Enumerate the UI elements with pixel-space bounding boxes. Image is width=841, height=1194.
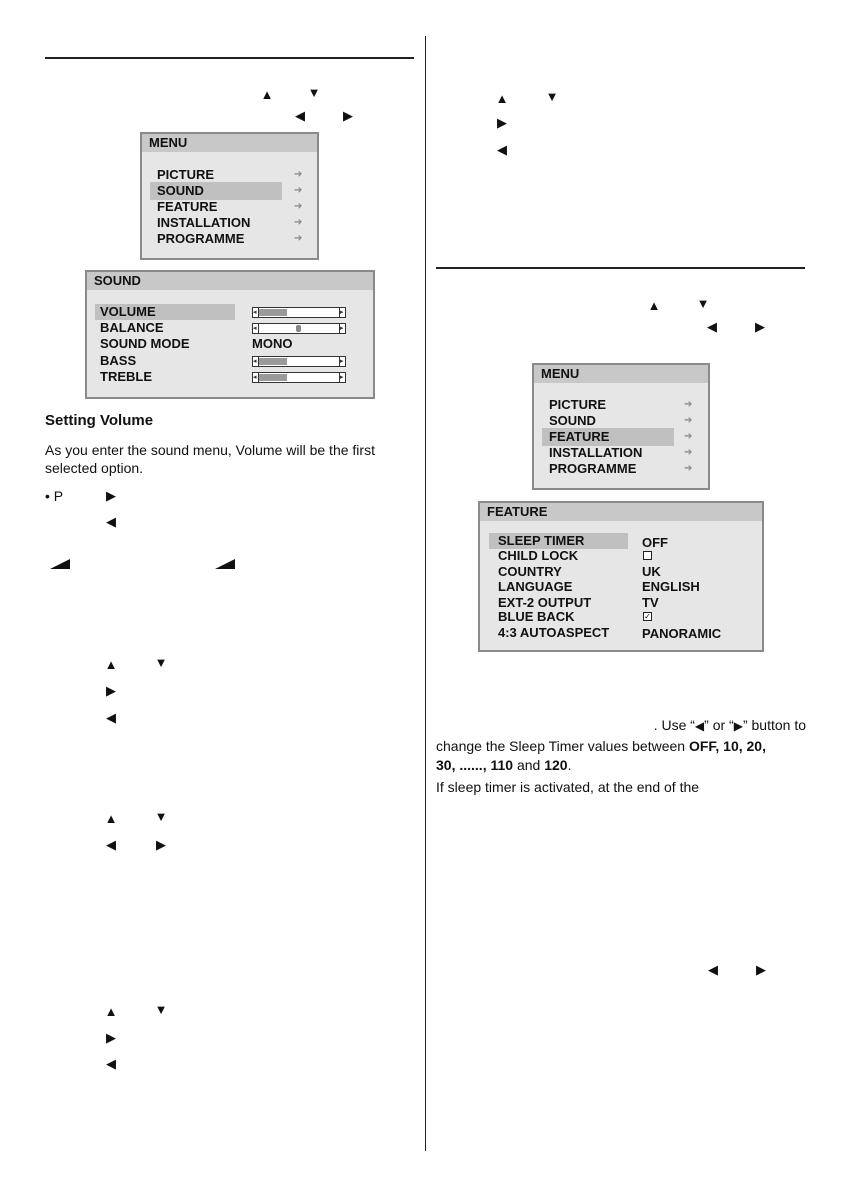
text-bold: 30, ......, 110 [436,757,514,773]
down-arrow-icon: ▼ [154,655,168,670]
right-arrow-icon: ▶ [106,1030,116,1045]
left-arrow-icon: ◀ [497,142,507,157]
sound-mode-value[interactable]: MONO [252,336,293,351]
left-arrow-icon: ◀ [295,108,305,123]
sound-item-treble[interactable]: TREBLE [100,369,152,384]
section-rule-left [45,57,414,59]
sound-item-bass[interactable]: BASS [100,353,137,368]
feature-item-country[interactable]: COUNTRY [498,564,562,579]
sleep-timer-line4: If sleep timer is activated, at the end of the [436,779,700,795]
text-bold: 120 [544,757,568,773]
menu-title: MENU [534,365,708,383]
sound-item-volume[interactable]: VOLUME [100,304,156,319]
chevron-right-icon: ➔ [684,463,693,474]
sound-item-balance[interactable]: BALANCE [100,320,164,335]
autoaspect-value[interactable]: PANORAMIC [642,626,722,641]
chevron-right-icon: ➔ [294,233,303,244]
menu-title: MENU [142,134,317,152]
chevron-right-icon: ➔ [294,217,303,228]
feature-item-autoaspect[interactable]: 4:3 AUTOASPECT [498,625,610,640]
text-fragment: ” or “ [704,717,734,733]
column-divider [425,36,426,1151]
feature-item-language[interactable]: LANGUAGE [498,579,573,594]
volume-slider[interactable]: ◂ ▸ [252,307,346,318]
left-arrow-icon: ◀ [106,514,116,529]
feature-item-child-lock[interactable]: CHILD LOCK [498,548,579,563]
right-arrow-icon: ▶ [756,962,766,977]
blue-back-checkbox[interactable]: ✓ [644,612,651,621]
sound-menu-panel [85,270,375,399]
left-arrow-icon: ◀ [707,319,717,334]
sleep-timer-value[interactable]: OFF [642,535,668,550]
feature-menu-panel [478,501,764,652]
text-fragment: . Use “ [653,717,695,733]
bullet-text: • P [45,488,64,504]
text-fragment: . [567,757,572,773]
right-arrow-icon: ▶ [106,488,116,503]
chevron-right-icon: ➔ [684,415,693,426]
volume-ramp-icon [50,559,70,569]
down-arrow-icon: ▼ [545,89,559,104]
setting-volume-paragraph: As you enter the sound menu, Volume will be the first selected option. [45,442,375,476]
up-arrow-icon: ▲ [260,87,274,102]
main-menu-panel-left [140,132,319,260]
chevron-right-icon: ➔ [684,431,693,442]
menu-item-sound[interactable]: SOUND [549,413,596,428]
chevron-right-icon: ➔ [294,201,303,212]
feature-item-sleep-timer[interactable]: SLEEP TIMER [498,533,585,548]
text-bold: OFF, 10, 20, [688,738,766,754]
right-arrow-icon: ▶ [755,319,765,334]
up-arrow-icon: ▲ [104,1004,118,1019]
chevron-right-icon: ➔ [684,447,693,458]
left-arrow-icon: ◀ [694,719,705,733]
text-fragment: change the Sleep Timer values between [436,738,689,754]
up-arrow-icon: ▲ [104,657,118,672]
right-arrow-icon: ▶ [343,108,353,123]
menu-item-programme[interactable]: PROGRAMME [157,231,245,246]
menu-item-feature[interactable]: FEATURE [549,429,610,444]
menu-item-sound[interactable]: SOUND [157,183,204,198]
right-arrow-icon: ▶ [497,115,507,130]
text-fragment: ” button to [742,717,806,733]
right-arrow-icon: ▶ [156,837,166,852]
child-lock-checkbox[interactable] [643,551,652,560]
volume-ramp-icon [215,559,235,569]
sleep-timer-line2 [436,737,811,755]
up-arrow-icon: ▲ [647,298,661,313]
main-menu-panel-right [532,363,710,490]
sleep-timer-line3 [436,756,571,774]
menu-item-installation[interactable]: INSTALLATION [157,215,251,230]
menu-item-picture[interactable]: PICTURE [157,167,215,182]
bass-slider[interactable]: ◂ ▸ [252,356,346,367]
menu-item-picture[interactable]: PICTURE [549,397,607,412]
right-arrow-icon: ▶ [733,719,743,733]
feature-menu-title: FEATURE [480,503,762,521]
menu-item-programme[interactable]: PROGRAMME [549,461,637,476]
right-arrow-icon: ▶ [106,683,116,698]
language-value[interactable]: ENGLISH [642,579,700,594]
down-arrow-icon: ▼ [696,296,710,311]
text-fragment: and [513,757,545,773]
down-arrow-icon: ▼ [154,809,168,824]
ext2-output-value[interactable]: TV [642,595,659,610]
chevron-right-icon: ➔ [294,169,303,180]
menu-item-feature[interactable]: FEATURE [157,199,218,214]
sound-menu-title: SOUND [87,272,373,290]
feature-item-blue-back[interactable]: BLUE BACK [498,609,575,624]
down-arrow-icon: ▼ [154,1002,168,1017]
section-rule-right [436,267,805,269]
chevron-right-icon: ➔ [684,399,693,410]
up-arrow-icon: ▲ [104,811,118,826]
feature-item-ext2-output[interactable]: EXT-2 OUTPUT [498,595,592,610]
country-value[interactable]: UK [642,564,661,579]
sleep-timer-line1 [436,716,806,735]
balance-slider[interactable]: ◂ ▸ [252,323,346,334]
menu-item-installation[interactable]: INSTALLATION [549,445,643,460]
left-arrow-icon: ◀ [708,962,718,977]
setting-volume-heading: Setting Volume [45,412,154,429]
left-arrow-icon: ◀ [106,1056,116,1071]
left-arrow-icon: ◀ [106,710,116,725]
left-arrow-icon: ◀ [106,837,116,852]
down-arrow-icon: ▼ [307,85,321,100]
sound-item-sound-mode[interactable]: SOUND MODE [100,336,190,351]
chevron-right-icon: ➔ [294,185,303,196]
treble-slider[interactable]: ◂ ▸ [252,372,346,383]
up-arrow-icon: ▲ [495,91,509,106]
